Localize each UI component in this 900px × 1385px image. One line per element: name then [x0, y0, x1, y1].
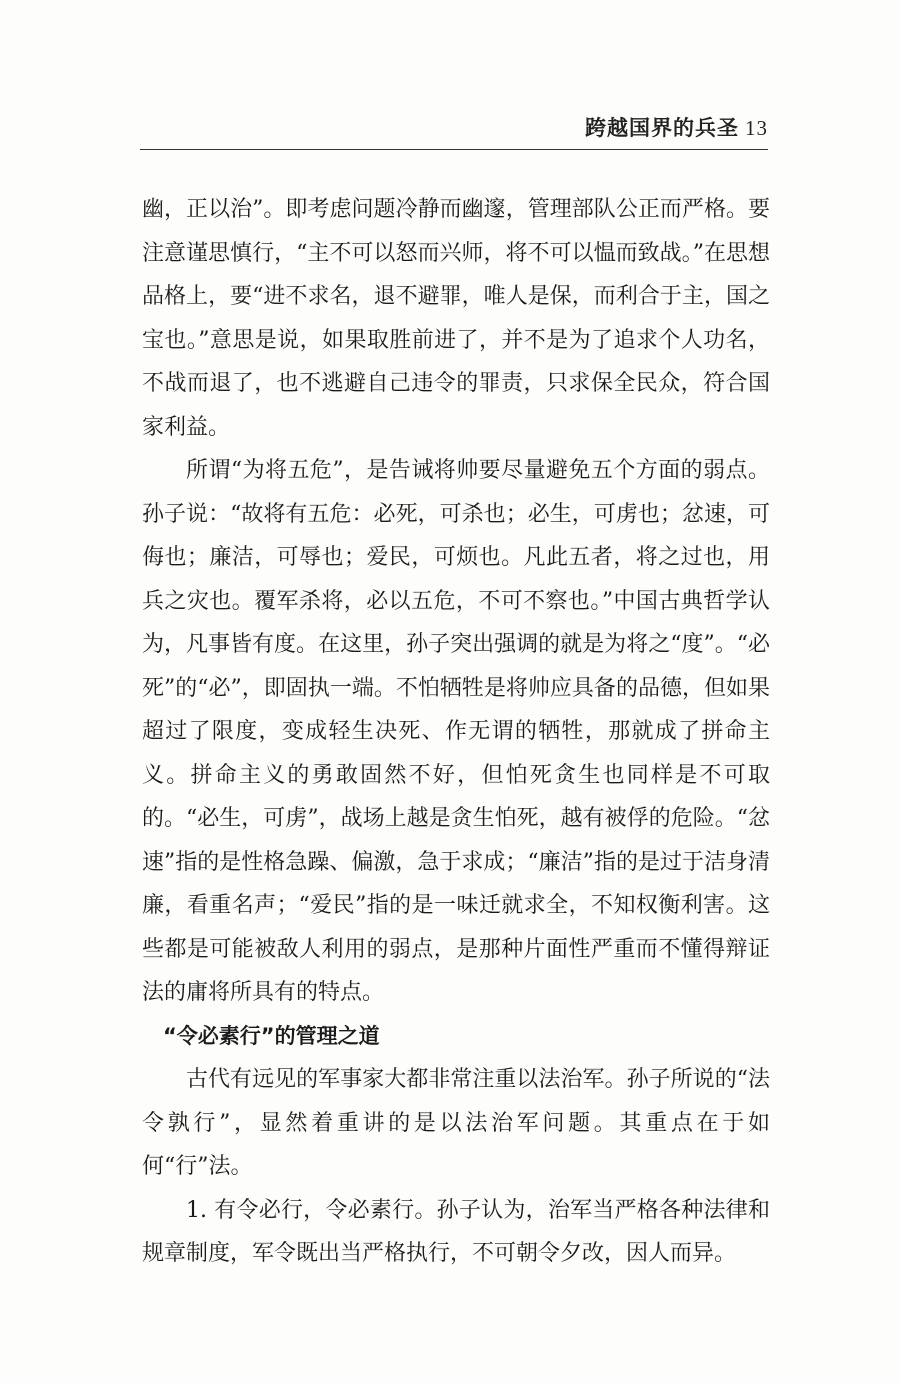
paragraph-1: 幽，正以治”。即考虑问题冷静而幽邃，管理部队公正而严格。要注意谨思慎行，“主不可以怒而兴师，将不可以愠而致战。”在思想品格上，要“进不求名，退不避罪，唯人是保，而利合于主，国之宝也。”意思是说，如果取胜前进了，并不是为了追求个人功名，不战而退了，也不逃避自己违令的罪责，只求保全民众，符合国家利益。 — [142, 197, 770, 440]
page-number: 13 — [745, 116, 768, 140]
header-rule — [140, 149, 768, 150]
paragraph-2: 所谓“为将五危”，是告诫将帅要尽量避免五个方面的弱点。孙子说：“故将有五危：必死，可杀也；必生，可虏也；忿速，可侮也；廉洁，可辱也；爱民，可烦也。凡此五者，将之过也，用兵之灾也。覆军杀将，必以五危，不可不察也。”中国古典哲学认为，凡事皆有度。在这里，孙子突出强调的就是为将之“度”。“必死”的“必”，即固执一端。不怕牺牲是将帅应具备的品德，但如果超过了限度，变成轻生决死、作无谓的牺牲，那就成了拼命主义。拼命主义的勇敢固然不好，但怕死贪生也同样是不可取的。“必生，可虏”，战场上越是贪生怕死，越有被俘的危险。“忿速”指的是性格急躁、偏激，急于求成；“廉洁”指的是过于洁身清廉，看重名声；“爱民”指的是一味迁就求全，不知权衡利害。这些都是可能被敌人利用的弱点，是那种片面性严重而不懂得辩证法的庸将所具有的特点。 — [142, 458, 770, 1005]
running-header — [585, 112, 768, 142]
paragraph-4: 1. 有令必行，令必素行。孙子认为，治军当严格各种法律和规章制度，军令既出当严格执行，不可朝令夕改，因人而异。 — [142, 1197, 770, 1266]
section-heading: “令必素行”的管理之道 — [163, 1023, 380, 1048]
body-text — [142, 188, 770, 1276]
paragraph-3: 古代有远见的军事家大都非常注重以法治军。孙子所说的“法令孰行”，显然着重讲的是以法治军问题。其重点在于如何“行”法。 — [142, 1067, 770, 1179]
book-title: 跨越国界的兵圣 — [585, 116, 739, 140]
